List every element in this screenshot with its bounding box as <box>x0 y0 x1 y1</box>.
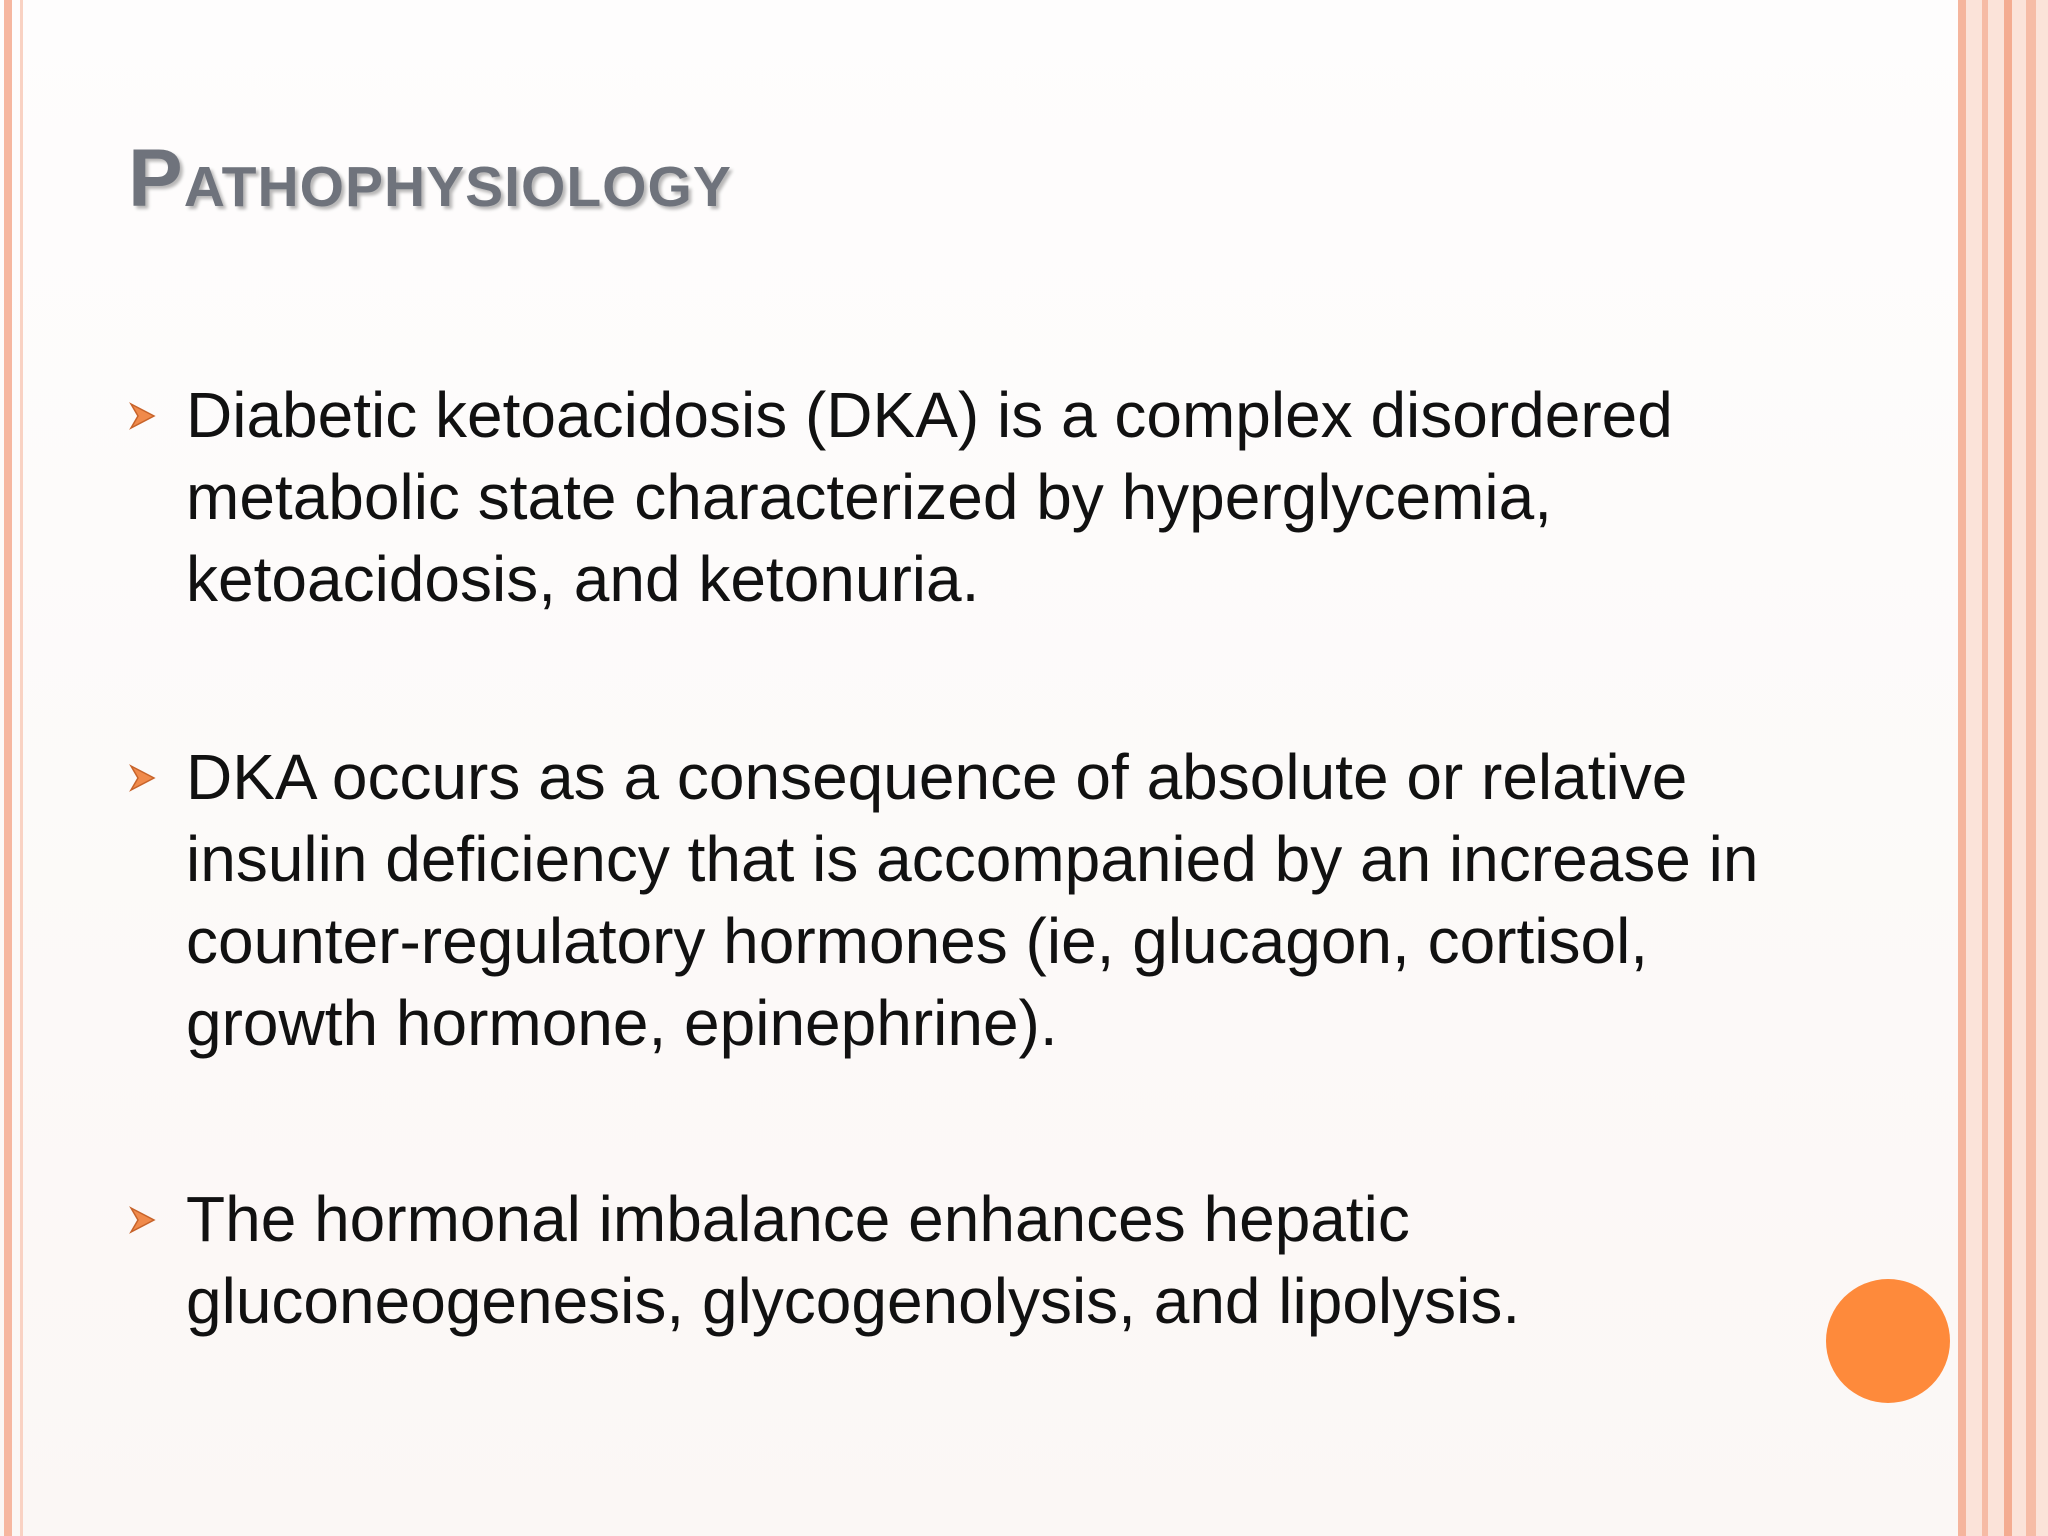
bullet-text-line: The hormonal imbalance enhances hepatic <box>186 1183 1410 1255</box>
orange-circle-decoration <box>1826 1279 1950 1403</box>
right-stripe <box>1982 0 1988 1536</box>
slide-title: Pathophysiology <box>128 133 732 224</box>
bullet-item <box>128 736 1908 1064</box>
bullet-text-line: gluconeogenesis, glycogenolysis, and lipolysis. <box>186 1265 1521 1337</box>
bullet-text-line: insulin deficiency that is accompanied by an increase in <box>186 823 1759 895</box>
bullet-list <box>128 374 1908 1342</box>
right-stripe <box>2026 0 2036 1536</box>
right-stripe <box>2004 0 2012 1536</box>
bullet-text-line: ketoacidosis, and ketonuria. <box>186 543 980 615</box>
arrow-bullet-icon <box>128 764 156 792</box>
bullet-text-line: counter-regulatory hormones (ie, glucagon, cortisol, <box>186 905 1649 977</box>
arrow-bullet-icon <box>128 1206 156 1234</box>
left-border-inner <box>20 0 23 1536</box>
arrow-bullet-icon <box>128 402 156 430</box>
bullet-text-line: DKA occurs as a consequence of absolute or relative <box>186 741 1688 813</box>
bullet-text-line: Diabetic ketoacidosis (DKA) is a complex disordered <box>186 379 1673 451</box>
left-border <box>4 0 12 1536</box>
bullet-text-line: metabolic state characterized by hyperglycemia, <box>186 461 1552 533</box>
right-stripe <box>1958 0 1966 1536</box>
bullet-item <box>128 1178 1908 1342</box>
bullet-text-line: growth hormone, epinephrine). <box>186 987 1058 1059</box>
bullet-item <box>128 374 1908 620</box>
